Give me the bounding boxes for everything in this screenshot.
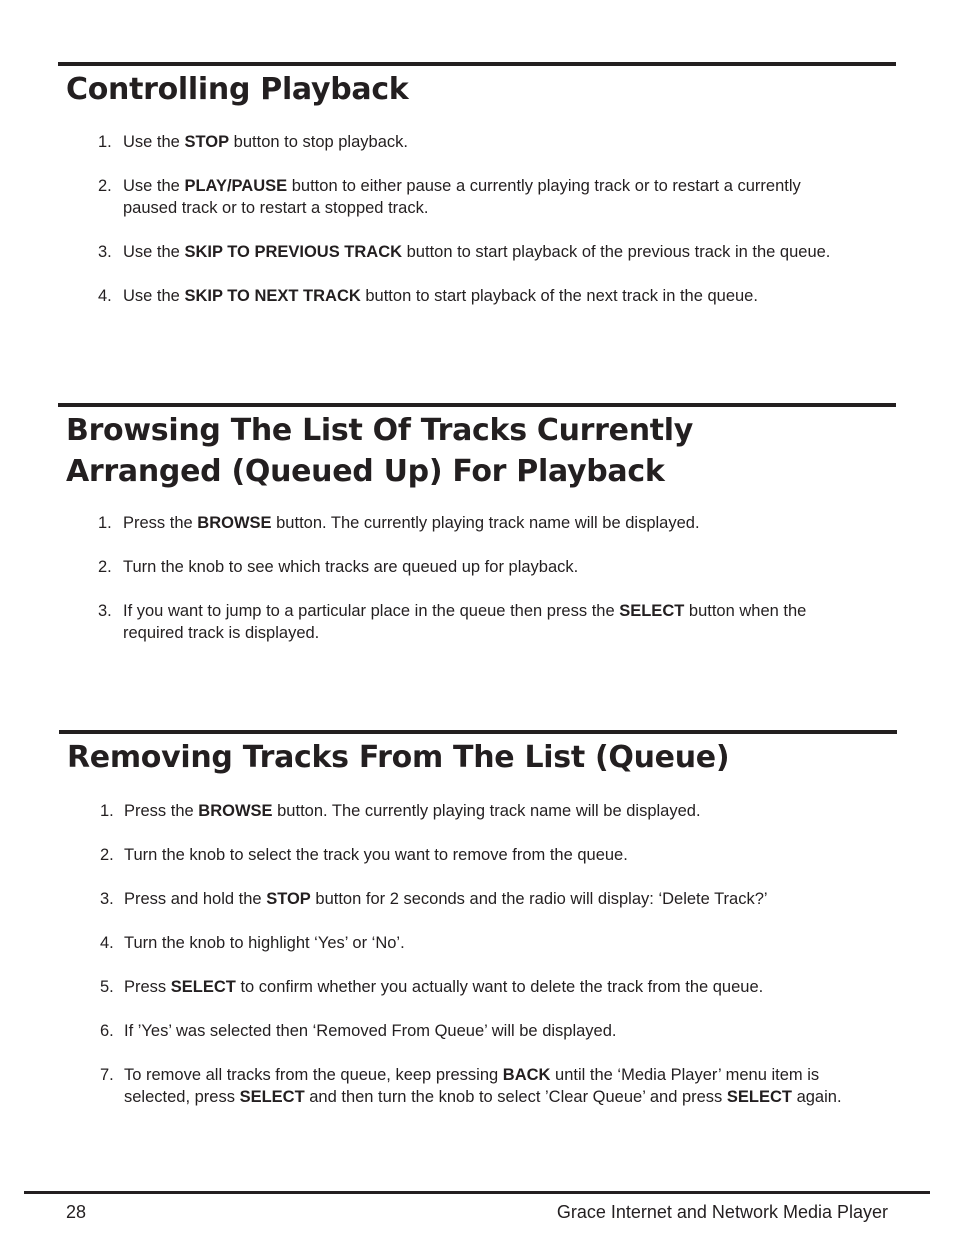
section-heading-controlling-playback: Controlling Playback	[66, 72, 409, 107]
page-number: 28	[66, 1202, 87, 1222]
list-item: 5. Press SELECT to confirm whether you actually want to delete the track from the queue.	[100, 978, 764, 996]
section-heading-removing-tracks: Removing Tracks From The List (Queue)	[67, 740, 730, 775]
footer-rule	[24, 1191, 930, 1194]
list-item: 2. Use the PLAY/PAUSE button to either pause a currently playing track or to restart a currently paused track or to restart a stopped track.	[98, 177, 801, 217]
list-item: 4. Use the SKIP TO NEXT TRACK button to start playback of the next track in the queue.	[98, 287, 758, 305]
list-item: 1. Press the BROWSE button. The currently playing track name will be displayed.	[98, 514, 700, 532]
section-rule	[58, 403, 896, 407]
footer-title: Grace Internet and Network Media Player	[556, 1202, 888, 1222]
list-item: 6. If ’Yes’ was selected then ‘Removed From Queue’ will be displayed.	[100, 1022, 617, 1040]
section-heading-browsing-tracks: Browsing The List Of Tracks Currently Arranged (Queued Up) For Playback	[66, 413, 694, 489]
section-rule	[58, 62, 896, 66]
removing-tracks-steps	[100, 800, 860, 1108]
browsing-tracks-steps	[98, 512, 858, 644]
list-item: 2. Turn the knob to see which tracks are queued up for playback.	[98, 558, 579, 576]
controlling-playback-steps	[98, 131, 858, 307]
section-rule	[59, 730, 897, 734]
list-item: 4. Turn the knob to highlight ‘Yes’ or ‘No’.	[100, 934, 405, 952]
list-item: 3. Use the SKIP TO PREVIOUS TRACK button to start playback of the previous track in the queue.	[98, 243, 831, 261]
list-item: 1. Press the BROWSE button. The currently playing track name will be displayed.	[100, 802, 701, 820]
list-item: 3. Press and hold the STOP button for 2 seconds and the radio will display: ‘Delete Track?’	[100, 890, 768, 908]
list-item: 1. Use the STOP button to stop playback.	[98, 133, 408, 151]
list-item: 7. To remove all tracks from the queue, keep pressing BACK until the ‘Media Player’ menu item is selected, press SELECT and then turn the knob to select ’Clear Queue’ and press SELECT again.	[100, 1066, 842, 1106]
list-item: 3. If you want to jump to a particular place in the queue then press the SELECT button when the required track is displayed.	[98, 602, 807, 642]
list-item: 2. Turn the knob to select the track you want to remove from the queue.	[100, 846, 628, 864]
